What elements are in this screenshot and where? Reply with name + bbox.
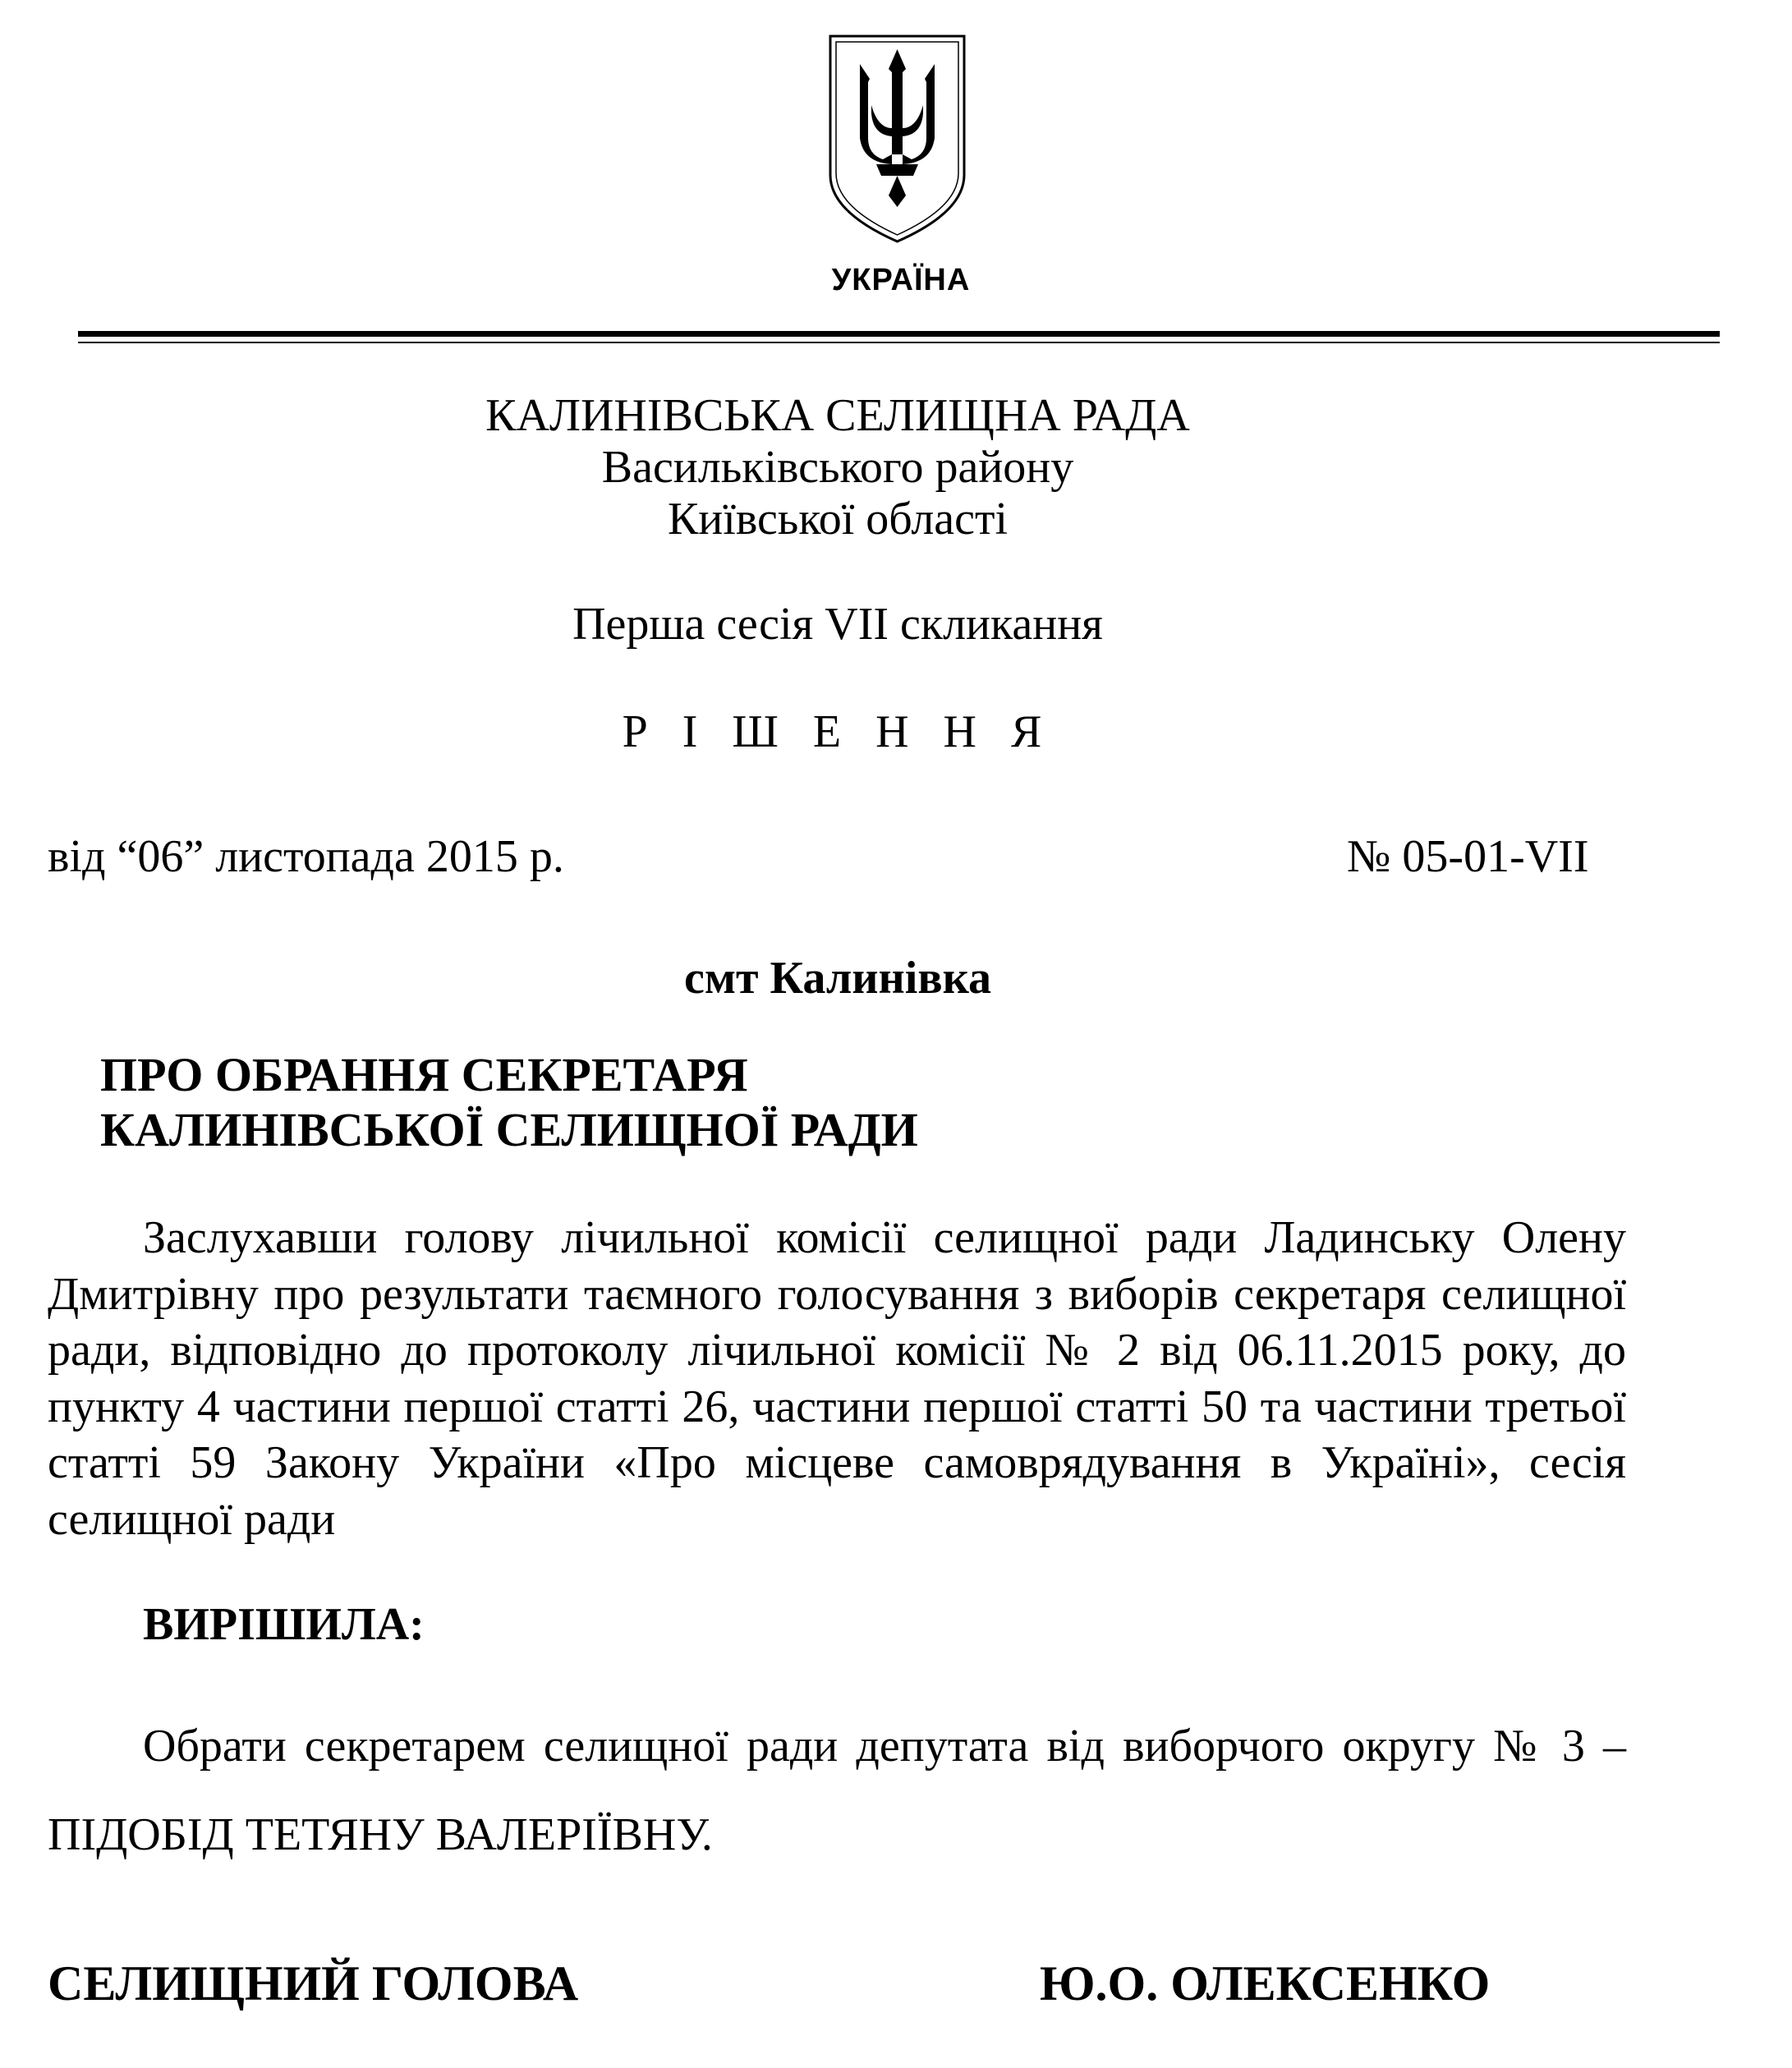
- subject-line-1: ПРО ОБРАННЯ СЕКРЕТАРЯ: [100, 1048, 748, 1101]
- subject-line-2: КАЛИНІВСЬКОЇ СЕЛИЩНОЇ РАДИ: [100, 1103, 918, 1156]
- trident-coat-of-arms-icon: [825, 31, 969, 246]
- council-region: Київської області: [667, 494, 1009, 545]
- header-rule-thick: [78, 331, 1720, 337]
- decision-date: від “06” листопада 2015 р.: [48, 831, 564, 882]
- council-district: Васильківського району: [601, 442, 1074, 493]
- council-name: КАЛИНІВСЬКА СЕЛИЩНА РАДА: [485, 390, 1190, 441]
- header-rule-thin: [78, 342, 1720, 343]
- decision-place: смт Калинівка: [683, 953, 992, 1004]
- document-type: Р І Ш Е Н Н Я: [622, 706, 1054, 757]
- country-name: УКРАЇНА: [831, 263, 971, 297]
- resolution-paragraph: Обрати секретарем селищної ради депутата від виборчого округу № 3 – ПІДОБІД ТЕТЯНУ ВАЛЕРІЇВНУ.: [48, 1721, 1626, 1860]
- resolved-label: ВИРІШИЛА:: [143, 1599, 425, 1650]
- signer-title: СЕЛИЩНИЙ ГОЛОВА: [48, 1956, 579, 2011]
- preamble-paragraph: Заслухавши голову лічильної комісії селищної ради Ладинську Олену Дмитрівну про результати таємного голосування з виборів секретаря селищної ради, відповідно до протоколу лічильної комісії № 2 від 06.11.2015 року, до пункту 4 частини першої статті 26, частини першої статті 50 та частини третьої статті 59 Закону України «Про місцеве самоврядування в Україні», сесія селищної ради: [48, 1212, 1626, 1545]
- decision-number: № 05-01-VII: [1347, 831, 1589, 882]
- session-title: Перша сесія VII скликання: [572, 599, 1103, 650]
- signer-name: Ю.О. ОЛЕКСЕНКО: [1040, 1956, 1491, 2011]
